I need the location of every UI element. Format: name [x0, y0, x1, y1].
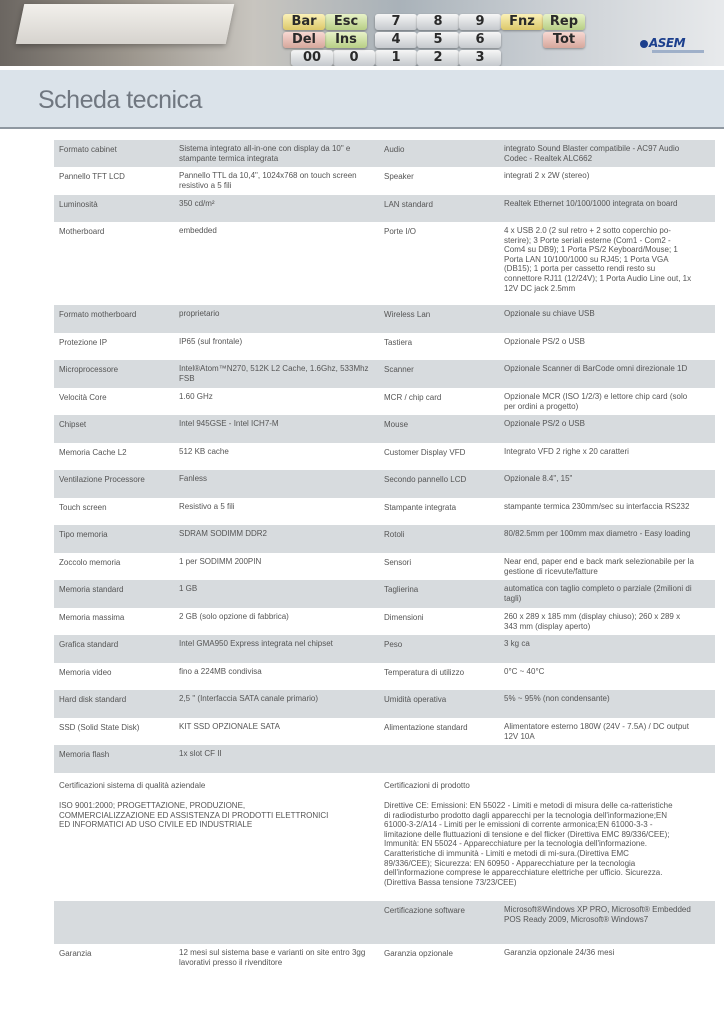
spec-value: IP65 (sul frontale) [179, 337, 243, 346]
spec-value: SDRAM SODIMM DDR2 [179, 529, 268, 538]
keypad-key: Rep [543, 14, 585, 30]
spec-row [54, 222, 390, 305]
spec-value: Opzionale 8.4", 15" [504, 474, 573, 483]
spec-label: Chipset [59, 420, 87, 429]
spec-row [379, 333, 715, 360]
spec-value: Realtek Ethernet 10/100/1000 integrata on board [504, 199, 678, 208]
spec-label: Customer Display VFD [384, 448, 466, 457]
spec-value: 2,5 " (Interfaccia SATA canale primario) [179, 694, 319, 703]
keypad-key: Fnz [501, 14, 543, 30]
software-row-blank [54, 901, 390, 944]
keypad-key: 4 [375, 32, 417, 48]
spec-value: Pannello TTL da 10,4", 1024x768 on touch screen resistivo a 5 fili [179, 171, 357, 190]
spec-value: Opzionale PS/2 o USB [504, 337, 585, 346]
spec-label: MCR / chip card [384, 393, 442, 402]
spec-label: Protezione IP [59, 338, 108, 347]
spec-label: Microprocessore [59, 365, 119, 374]
optional-warranty-row [379, 944, 715, 974]
spec-row [379, 222, 715, 305]
keypad-key: Ins [325, 32, 367, 48]
spec-value: 80/82.5mm per 100mm max diametro - Easy loading [504, 529, 691, 538]
optional-warranty-label: Garanzia opzionale [384, 949, 453, 958]
product-certification-title: Certificazioni di prodotto [384, 781, 470, 790]
spec-label: Umidità operativa [384, 695, 447, 704]
spec-value: 1 per SODIMM 200PIN [179, 557, 262, 566]
spec-label: Porte I/O [384, 227, 417, 236]
spec-row [379, 525, 715, 553]
spec-value: 3 kg ca [504, 639, 530, 648]
spec-row [379, 360, 715, 388]
spec-row [379, 553, 715, 580]
spec-label: Motherboard [59, 227, 105, 236]
spec-row [379, 443, 715, 470]
keypad-key: Del [283, 32, 325, 48]
spec-value: 1x slot CF II [179, 749, 222, 758]
spec-row [54, 415, 390, 443]
spec-value: Opzionale MCR (ISO 1/2/3) e lettore chip card (solo per ordini a progetto) [504, 392, 688, 411]
spec-value: stampante termica 230mm/sec su interfaccia RS232 [504, 502, 690, 511]
spec-value: Near end, paper end e back mark selezionabile per la gestione di ricevute/fatture [504, 557, 694, 576]
spec-label: Memoria video [59, 668, 112, 677]
logo-underline [652, 50, 704, 53]
warranty-value: 12 mesi sul sistema base e varianti on site entro 3gg lavorativi presso il rivenditore [179, 948, 366, 967]
spec-value: Opzionale PS/2 o USB [504, 419, 585, 428]
spec-label: Tipo memoria [59, 530, 108, 539]
receipt-paper-image [16, 4, 235, 44]
spec-row [54, 470, 390, 498]
spec-row [54, 443, 390, 470]
spec-row [379, 305, 715, 333]
spec-row [379, 470, 715, 498]
spec-value: proprietario [179, 309, 220, 318]
keypad-key: 3 [459, 50, 501, 66]
spec-value: Intel®Atom™N270, 512K L2 Cache, 1.6Ghz, 533Mhz FSB [179, 364, 369, 383]
keypad-key: 1 [375, 50, 417, 66]
spec-value: Intel 945GSE - Intel ICH7-M [179, 419, 279, 428]
keypad-key: 5 [417, 32, 459, 48]
keypad-key: 7 [375, 14, 417, 30]
spec-row [54, 388, 390, 415]
keypad-key: Bar [283, 14, 325, 30]
keypad-key: 8 [417, 14, 459, 30]
spec-label: Formato motherboard [59, 310, 137, 319]
spec-label: Touch screen [59, 503, 107, 512]
quality-certification-text: ISO 9001:2000; PROGETTAZIONE, PRODUZIONE, COMMERCIALIZZAZIONE ED ASSISTENZA DI PRODOTTI ELETTRONICI ED INFORMATICI AD USO CIVILE ED INDUSTRIALE [59, 801, 329, 830]
spec-value: Fanless [179, 474, 208, 483]
keypad-image [265, 0, 645, 66]
spec-row [379, 415, 715, 443]
keypad-key: 2 [417, 50, 459, 66]
spec-row [379, 580, 715, 608]
spec-label: Ventilazione Processore [59, 475, 145, 484]
spec-value: fino a 224MB condivisa [179, 667, 262, 676]
product-certification-text: Direttive CE: Emissioni: EN 55022 - Limiti e metodi di misura delle ca-ratteristiche di radiodisturbo prodotto dagli apparecchi per la tecnologia dell'informazione;EN 61000-3-2/A14 - Limiti per le emissioni di corrente armonica;EN 61000-3-3 -limitazione delle fluttuazioni di tensione e del flicker (Direttiva EMC 89/336/CEE); Immunità: EN 55024 - Apparecchiature per la tecnologia dell'informazione. Caratteristiche di immunità - Limiti e metodi di mi-sura.(Direttiva EMC 89/336/CEE); Sicurezza: EN 60950 - Apparecchiature per la tecnologia dell'informazione comprese le apparecchiature elettriche per ufficio. Sicurezza.(Direttiva Bassa tensione 73/23/CEE) [384, 801, 673, 887]
spec-value: integrato Sound Blaster compatibile - AC97 Audio Codec - Realtek ALC662 [504, 144, 680, 163]
keypad-key: 9 [459, 14, 501, 30]
spec-label: Taglierina [384, 585, 419, 594]
spec-value: Opzionale su chiave USB [504, 309, 595, 318]
spec-label: Alimentazione standard [384, 723, 468, 732]
keypad-key: Tot [543, 32, 585, 48]
software-row [379, 901, 715, 944]
spec-value: 0°C ~ 40°C [504, 667, 545, 676]
spec-row [379, 745, 715, 773]
spec-value: automatica con taglio completo o parziale (2milioni di tagli) [504, 584, 692, 603]
spec-row [379, 690, 715, 718]
spec-row [379, 195, 715, 222]
spec-label: Formato cabinet [59, 145, 117, 154]
spec-value: 4 x USB 2.0 (2 sul retro + 2 sotto coperchio po-sterire); 3 Porte seriali esterne (Com1 - Com2 - Com4 su DB9); 1 Porta PS/2 Keyboard/Mouse; 1 Porta LAN 10/100/1000 su RJ45; 1 Porta VGA (DB15); 1 porta per cassetto rendi resto su connettore RJ11 (12/24V); 1 Porta Audio Line out, 1x 12V DC jack 2.5mm [504, 226, 692, 293]
spec-row [54, 525, 390, 553]
spec-table-right [379, 140, 715, 773]
spec-value: 260 x 289 x 185 mm (display chiuso); 260 x 289 x 343 mm (display aperto) [504, 612, 681, 631]
spec-row [54, 608, 390, 635]
spec-label: Grafica standard [59, 640, 119, 649]
spec-label: Pannello TFT LCD [59, 172, 125, 181]
keypad-key: 00 [291, 50, 333, 66]
quality-certification-title: Certificazioni sistema di qualità aziendale [59, 781, 206, 790]
spec-label: Sensori [384, 558, 412, 567]
spec-row [54, 580, 390, 608]
spec-row [54, 718, 390, 745]
spec-row [379, 608, 715, 635]
spec-value: Sistema integrato all-in-one con display da 10" e stampante termica integrata [179, 144, 351, 163]
spec-row [54, 140, 390, 167]
spec-row [54, 305, 390, 333]
spec-label: Velocità Core [59, 393, 107, 402]
title-band [0, 70, 724, 129]
spec-label: Rotoli [384, 530, 405, 539]
spec-value: Integrato VFD 2 righe x 20 caratteri [504, 447, 629, 456]
spec-label: LAN standard [384, 200, 433, 209]
software-label: Certificazione software [384, 906, 465, 915]
spec-value: 512 KB cache [179, 447, 229, 456]
spec-label: Wireless Lan [384, 310, 431, 319]
keypad-key: 6 [459, 32, 501, 48]
spec-value: embedded [179, 226, 217, 235]
spec-label: Mouse [384, 420, 409, 429]
optional-warranty-value: Garanzia opzionale 24/36 mesi [504, 948, 615, 957]
spec-value: 1 GB [179, 584, 198, 593]
spec-label: Peso [384, 640, 403, 649]
spec-value: 2 GB (solo opzione di fabbrica) [179, 612, 289, 621]
warranty-row [54, 944, 390, 974]
spec-label: Speaker [384, 172, 414, 181]
spec-row [54, 690, 390, 718]
spec-label: Audio [384, 145, 405, 154]
spec-label: Dimensioni [384, 613, 424, 622]
spec-value: integrati 2 x 2W (stereo) [504, 171, 590, 180]
spec-label: Memoria massima [59, 613, 125, 622]
spec-row [379, 718, 715, 745]
spec-label: Secondo pannello LCD [384, 475, 467, 484]
spec-label: Luminosità [59, 200, 98, 209]
spec-row [54, 167, 390, 195]
spec-label: Memoria standard [59, 585, 124, 594]
spec-label: SSD (Solid State Disk) [59, 723, 140, 732]
spec-label: Zoccolo memoria [59, 558, 121, 567]
spec-row [54, 498, 390, 525]
spec-value: Intel GMA950 Express integrata nel chipset [179, 639, 333, 648]
spec-row [379, 663, 715, 690]
warranty-label: Garanzia [59, 949, 92, 958]
spec-row [54, 663, 390, 690]
spec-value: 350 cd/m² [179, 199, 215, 208]
keypad-key: 0 [333, 50, 375, 66]
software-value: Microsoft®Windows XP PRO, Microsoft® Embedded POS Ready 2009, Microsoft® Windows7 [504, 905, 691, 924]
spec-value: Resistivo a 5 fili [179, 502, 235, 511]
spec-label: Memoria Cache L2 [59, 448, 127, 457]
spec-label: Tastiera [384, 338, 413, 347]
spec-label: Hard disk standard [59, 695, 127, 704]
spec-row [379, 140, 715, 167]
spec-label: Scanner [384, 365, 414, 374]
header-photo [0, 0, 724, 66]
spec-row [54, 333, 390, 360]
spec-row [54, 635, 390, 663]
spec-value: KIT SSD OPZIONALE SATA [179, 722, 280, 731]
spec-label: Temperatura di utilizzo [384, 668, 465, 677]
spec-row [54, 360, 390, 388]
spec-table-left [54, 140, 390, 773]
logo-mark-icon [640, 40, 648, 48]
spec-row [379, 388, 715, 415]
spec-value: Opzionale Scanner di BarCode omni direzionale 1D [504, 364, 688, 373]
spec-label: Stampante integrata [384, 503, 457, 512]
spec-row [379, 167, 715, 195]
spec-row [54, 745, 390, 773]
spec-value: 5% ~ 95% (non condensante) [504, 694, 610, 703]
keypad-key: Esc [325, 14, 367, 30]
brand-logo: ASEM [640, 36, 685, 50]
spec-row [54, 553, 390, 580]
spec-row [54, 195, 390, 222]
spec-row [379, 498, 715, 525]
spec-value: Alimentatore esterno 180W (24V - 7.5A) / DC output 12V 10A [504, 722, 689, 741]
spec-label: Memoria flash [59, 750, 110, 759]
spec-value: 1.60 GHz [179, 392, 213, 401]
page-title: Scheda tecnica [38, 86, 202, 114]
spec-row [379, 635, 715, 663]
